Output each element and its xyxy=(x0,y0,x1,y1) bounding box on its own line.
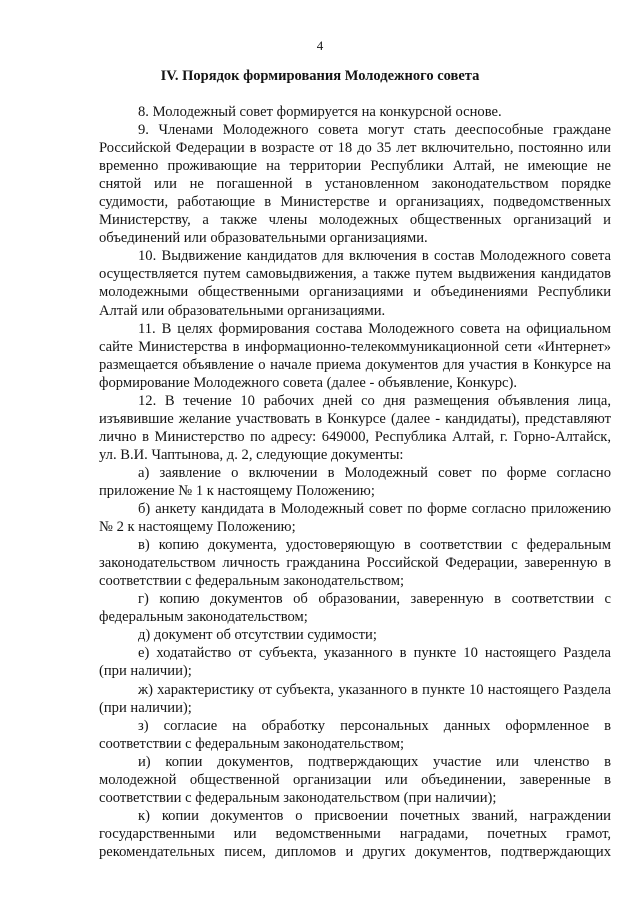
list-item-d: д) документ об отсутствии судимости; xyxy=(138,627,377,644)
page-number: 4 xyxy=(316,38,324,53)
paragraph-9: 9. Членами Молодежного совета могут стать дееспособные граждане Российской Федерации в возрасте от 18 до 35 лет включительно, постоянно или временно проживающие на территории Республики Алтай, не имеющие не снятой или не погашенной в установленном законодательством порядке судимости, работающие в Министерстве и организациях, подведомственных Министерству, а также члены молодежных общественных организаций и объединений или образовательными организациями. xyxy=(99,122,611,247)
list-item-i: и) копии документов, подтверждающих участие или членство в молодежной общественной организации или объединении, заверенные в соответствии с федеральным законодательством (при наличии); xyxy=(99,753,611,806)
section-heading: IV. Порядок формирования Молодежного совета xyxy=(160,68,480,84)
paragraph-11: 11. В целях формирования состава Молодежного совета на официальном сайте Министерства в информационно-телекоммуникационной сети «Интернет» размещается объявление о начале приема документов для участия в Конкурсе на формирование Молодежного совета (далее - объявление, Конкурс). xyxy=(99,320,611,391)
list-item-b: б) анкету кандидата в Молодежный совет по форме согласно приложению № 2 к настоящему Положению; xyxy=(99,501,611,536)
list-item-g: г) копию документов об образовании, заверенную в соответствии с федеральным законодательством; xyxy=(99,591,611,626)
paragraph-10: 10. Выдвижение кандидатов для включения в состав Молодежного совета осуществляется путем самовыдвижения, а также путем выдвижения кандидатов молодежными общественными организациями и объединениями Республики Алтай или образовательными организациями. xyxy=(99,248,611,319)
list-item-v: в) копию документа, удостоверяющую в соответствии с федеральным законодательством личность гражданина Российской Федерации, заверенную в соответствии с федеральным законодательством; xyxy=(99,537,611,590)
paragraph-12: 12. В течение 10 рабочих дней со дня размещения объявления лица, изъявившие желание участвовать в Конкурсе (далее - кандидаты), представляют лично в Министерство по адресу: 649000, Республика Алтай, г. Горно-Алтайск, ул. В.И. Чаптынова, д. 2, следующие документы: xyxy=(99,392,611,463)
list-item-zh: ж) характеристику от субъекта, указанного в пункте 10 настоящего Раздела (при наличии); xyxy=(99,681,611,716)
document-body xyxy=(99,103,611,861)
paragraph-8: 8. Молодежный совет формируется на конкурсной основе. xyxy=(138,104,502,120)
list-item-e: е) ходатайство от субъекта, указанного в пункте 10 настоящего Раздела (при наличии); xyxy=(99,645,611,680)
list-item-k: к) копии документов о присвоении почетных званий, награждении государственными или ведомственными наградами, почетных грамот, рекомендательных писем, дипломов и других документов, подтверждающих xyxy=(99,807,611,860)
list-item-a: а) заявление о включении в Молодежный совет по форме согласно приложение № 1 к настоящему Положению; xyxy=(99,464,611,499)
list-item-z: з) согласие на обработку персональных данных оформленное в соответствии с федеральным законодательством; xyxy=(99,717,611,752)
